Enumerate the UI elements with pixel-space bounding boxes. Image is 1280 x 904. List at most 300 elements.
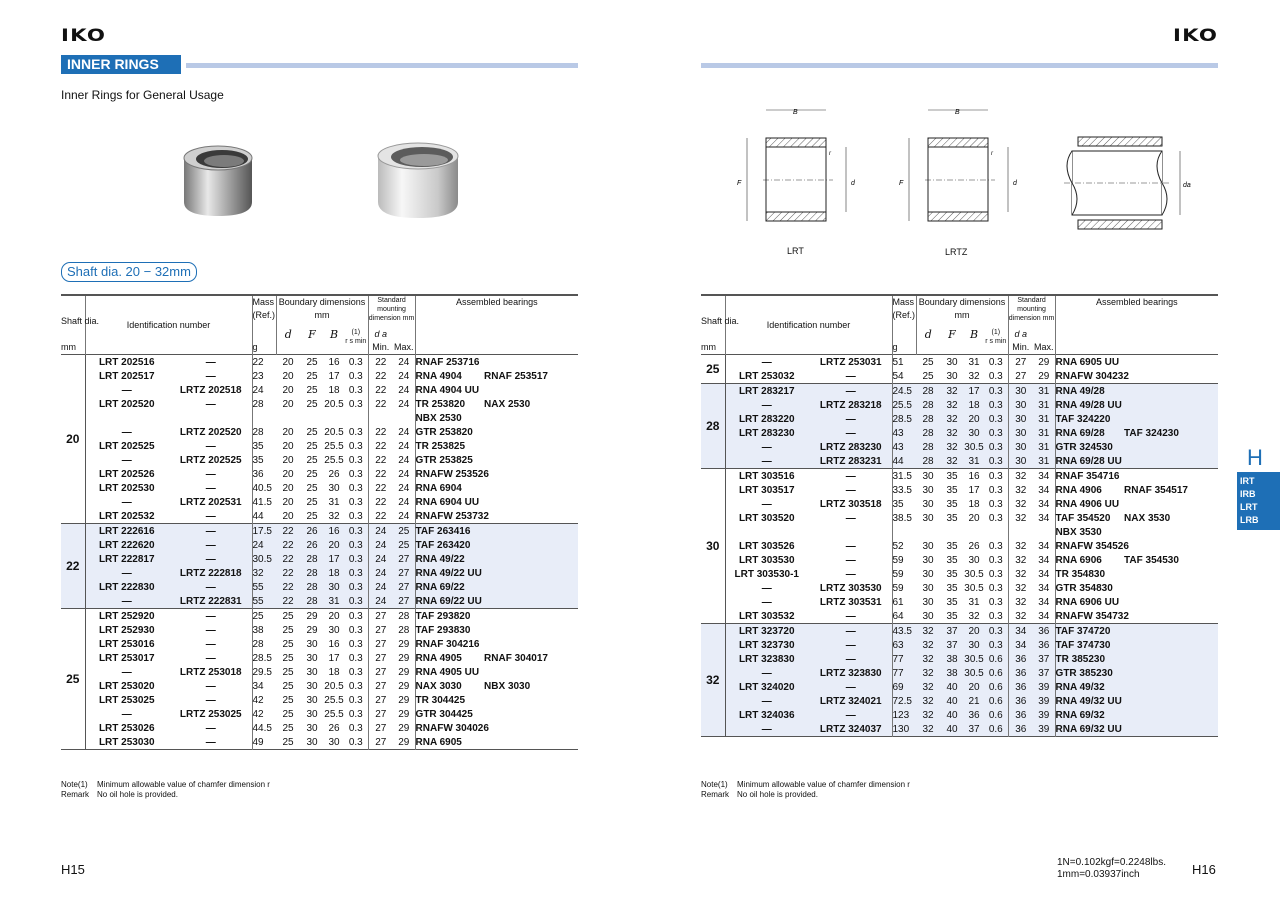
F: 35 <box>946 470 958 482</box>
da-max: 24 <box>393 509 415 524</box>
lrtz-caption: LRTZ <box>945 247 968 257</box>
lrtz-id: — <box>810 539 892 553</box>
mass: 49 <box>252 736 264 748</box>
assembled-1: GTR 324530 <box>1055 441 1113 453</box>
assembled-2 <box>1124 624 1218 639</box>
lrtz-id: — <box>170 580 252 594</box>
table-row <box>61 594 578 609</box>
assembled-1: RNA 6906 UU <box>1055 596 1120 608</box>
lrtz-id: — <box>170 481 252 495</box>
side-tab-item[interactable]: LRB <box>1240 515 1259 525</box>
assembled-2 <box>1124 638 1218 652</box>
da-max: 29 <box>393 637 415 651</box>
table-row <box>61 693 578 707</box>
B: 16 <box>328 525 340 537</box>
table-row <box>61 481 578 495</box>
da-max: 24 <box>393 495 415 509</box>
rs-min: 0.6 <box>984 722 1008 737</box>
table-row <box>61 637 578 651</box>
da-max: 39 <box>1033 680 1055 694</box>
assembled-2 <box>1124 525 1218 539</box>
mass: 28.5 <box>252 652 272 664</box>
table-row <box>701 609 1218 624</box>
mass: 41.5 <box>252 496 272 508</box>
F: 32 <box>946 399 958 411</box>
B: 20 <box>968 625 980 637</box>
assembled-2 <box>1124 680 1218 694</box>
lrt-id: LRT 283217 <box>738 385 795 397</box>
page-number-left: H15 <box>61 862 85 877</box>
assembled-2 <box>1124 708 1218 722</box>
mass: 23 <box>252 370 264 382</box>
assembled-1: RNA 49/32 UU <box>1055 695 1122 707</box>
assembled-1: TAF 374730 <box>1055 639 1111 651</box>
lrt-id: — <box>121 384 132 396</box>
bore-d: 30 <box>922 484 934 496</box>
da-max: 34 <box>1033 581 1055 595</box>
lrtz-id: LRTZ 324037 <box>810 722 892 737</box>
assembled-2: TAF 354530 <box>1124 554 1179 566</box>
col-d: d <box>276 328 300 355</box>
da-min: 27 <box>375 708 387 720</box>
rs-min: 0.3 <box>984 398 1008 412</box>
dim-d-label-z: d <box>1013 180 1017 187</box>
lrtz-id: — <box>170 467 252 481</box>
da-min: 36 <box>1015 681 1027 693</box>
col-standard: Standard mounting dimension mm <box>368 295 415 328</box>
F: 35 <box>946 484 958 496</box>
B: 31 <box>968 356 980 368</box>
table-row <box>701 680 1218 694</box>
mass: 59 <box>892 554 904 566</box>
assembled-2 <box>1124 539 1218 553</box>
da-max: 29 <box>393 721 415 735</box>
F: 30 <box>306 666 318 678</box>
right-page <box>640 0 1280 904</box>
rs-min: 0.3 <box>344 651 368 665</box>
lrt-id: — <box>761 596 772 608</box>
table-row <box>701 595 1218 609</box>
lrt-id <box>85 411 170 425</box>
remark-label-r: Remark <box>701 790 730 799</box>
lrtz-id: LRTZ 202531 <box>170 495 252 509</box>
F: 30 <box>306 638 318 650</box>
table-row <box>61 538 578 552</box>
assembled-2: TAF 324230 <box>1124 427 1179 439</box>
bore-d: 32 <box>922 695 934 707</box>
lrt-id: — <box>761 455 772 467</box>
lrtz-id: — <box>170 355 252 370</box>
table-row <box>61 552 578 566</box>
bore-d: 25 <box>282 680 294 692</box>
assembled-2 <box>484 411 578 425</box>
B: 16 <box>968 470 980 482</box>
table-row <box>61 651 578 665</box>
header-rule <box>186 63 578 68</box>
table-row <box>701 694 1218 708</box>
dim-r-label: r <box>829 151 831 157</box>
table-row <box>701 483 1218 497</box>
rs-min: 0.3 <box>344 707 368 721</box>
da-max: 31 <box>1033 440 1055 454</box>
assembled-2 <box>484 693 578 707</box>
table-row <box>61 495 578 509</box>
B: 20 <box>968 413 980 425</box>
rs-min: 0.3 <box>344 721 368 735</box>
lrt-id: LRT 222616 <box>98 525 155 537</box>
B: 30 <box>328 581 340 593</box>
da-max: 24 <box>393 355 415 370</box>
mass: 24.5 <box>892 385 912 397</box>
da-max: 24 <box>393 481 415 495</box>
rs-min: 0.3 <box>984 609 1008 624</box>
bore-d: 20 <box>282 468 294 480</box>
mass: 31.5 <box>892 470 912 482</box>
shaft-diameter: 22 <box>61 524 85 609</box>
rs-min: 0.6 <box>984 708 1008 722</box>
F: 25 <box>306 510 318 522</box>
table-row <box>61 355 578 370</box>
assembled-2: NAX 3530 <box>1124 512 1171 524</box>
lrtz-id: LRTZ 303531 <box>810 595 892 609</box>
mass: 35 <box>252 454 264 466</box>
da-max: 29 <box>393 693 415 707</box>
lrtz-id: LRTZ 283231 <box>810 454 892 469</box>
bore-d: 30 <box>922 596 934 608</box>
assembled-1: GTR 354830 <box>1055 582 1113 594</box>
da-min: 22 <box>375 384 387 396</box>
lrtz-id: — <box>170 735 252 750</box>
assembled-1: RNAFW 253526 <box>415 468 489 480</box>
bore-d: 32 <box>922 709 934 721</box>
B: 20 <box>328 539 340 551</box>
assembled-1: RNA 6906 <box>1055 554 1102 566</box>
B: 30.5 <box>964 582 984 594</box>
assembled-1: RNAFW 253732 <box>415 510 489 522</box>
da-min: 32 <box>1015 540 1027 552</box>
bore-d: 20 <box>282 440 294 452</box>
lrt-id: LRT 253026 <box>98 722 155 734</box>
rs-min: 0.3 <box>344 509 368 524</box>
B: 30 <box>968 639 980 651</box>
da-min: 24 <box>375 539 387 551</box>
table-row <box>701 412 1218 426</box>
B: 17 <box>968 385 980 397</box>
da-min: 22 <box>375 356 387 368</box>
lrtz-id: LRTZ 253025 <box>170 707 252 721</box>
mass: 28.5 <box>892 413 912 425</box>
dim-F-label: F <box>737 180 742 187</box>
table-row <box>701 440 1218 454</box>
B: 32 <box>968 610 980 622</box>
assembled-1: RNAFW 354732 <box>1055 610 1129 622</box>
B: 31 <box>328 496 340 508</box>
lrt-id: LRT 253017 <box>98 652 155 664</box>
F: 29 <box>306 624 318 636</box>
da-max: 34 <box>1033 567 1055 581</box>
da-min: 27 <box>375 610 387 622</box>
dim-B-label: B <box>793 109 798 116</box>
da-min: 32 <box>1015 498 1027 510</box>
assembled-1: GTR 304425 <box>415 708 473 720</box>
col-mass-unit: g <box>892 328 916 355</box>
table-row <box>61 679 578 693</box>
da-min: 27 <box>375 638 387 650</box>
assembled-1: RNA 4905 UU <box>415 666 480 678</box>
assembled-2 <box>484 495 578 509</box>
lrt-id: LRT 202525 <box>98 440 155 452</box>
bore-d: 20 <box>282 482 294 494</box>
da-max: 34 <box>1033 497 1055 511</box>
da-min: 27 <box>1015 356 1027 368</box>
da-min: 27 <box>375 736 387 748</box>
col-boundary: Boundary dimensions mm <box>916 295 1008 328</box>
da-min: 24 <box>375 553 387 565</box>
lrt-id: — <box>761 695 772 707</box>
B: 18 <box>328 384 340 396</box>
lrt-id: — <box>121 496 132 508</box>
B: 25.5 <box>324 694 344 706</box>
lrtz-id <box>810 525 892 539</box>
da-max: 31 <box>1033 384 1055 399</box>
note-label-r: Note(1) <box>701 780 728 789</box>
mass: 25.5 <box>892 399 912 411</box>
da-min: 24 <box>375 525 387 537</box>
side-tab-index[interactable] <box>1237 472 1280 530</box>
lrtz-id: — <box>810 412 892 426</box>
bore-d: 30 <box>922 554 934 566</box>
B <box>324 411 344 425</box>
da-max: 29 <box>1033 355 1055 370</box>
assembled-2 <box>484 538 578 552</box>
lrt-id: LRT 323730 <box>738 639 795 651</box>
lrt-id: — <box>761 441 772 453</box>
col-da-min: d a Min. <box>368 328 393 355</box>
da-min: 34 <box>1015 625 1027 637</box>
assembled-1: RNAFW 304232 <box>1055 370 1129 382</box>
assembled-1: NBX 2530 <box>415 412 462 424</box>
lrtz-id: LRTZ 323830 <box>810 666 892 680</box>
assembled-2 <box>1124 581 1218 595</box>
table-row <box>61 580 578 594</box>
rs-min: 0.3 <box>984 624 1008 639</box>
col-rs: (1) r s min <box>984 328 1008 355</box>
mass: 22 <box>252 356 264 368</box>
rs-min: 0.3 <box>344 369 368 383</box>
assembled-1: RNA 6905 <box>415 736 462 748</box>
lrt-id: LRT 202530 <box>98 482 155 494</box>
F: 25 <box>306 468 318 480</box>
rs-min: 0.3 <box>984 469 1008 484</box>
rs-min: 0.3 <box>984 440 1008 454</box>
lrt-id: LRT 252930 <box>98 624 155 636</box>
da-min: 32 <box>1015 470 1027 482</box>
B: 25.5 <box>324 440 344 452</box>
lrtz-id: — <box>810 369 892 384</box>
mass: 77 <box>892 653 904 665</box>
B: 18 <box>328 666 340 678</box>
B: 26 <box>328 468 340 480</box>
F: 32 <box>946 385 958 397</box>
mass: 24 <box>252 384 264 396</box>
assembled-2 <box>484 509 578 524</box>
lrt-id: LRT 253020 <box>98 680 155 692</box>
assembled-1: TR 253820 <box>415 398 466 410</box>
col-boundary: Boundary dimensions mm <box>276 295 368 328</box>
B: 31 <box>968 455 980 467</box>
bore-d: 20 <box>282 496 294 508</box>
table-row <box>61 467 578 481</box>
da-min: 22 <box>375 426 387 438</box>
F: 32 <box>946 413 958 425</box>
rs-min: 0.3 <box>984 454 1008 469</box>
remark-text: No oil hole is provided. <box>97 790 178 799</box>
bore-d: 28 <box>922 427 934 439</box>
mass: 52 <box>892 540 904 552</box>
rs-min: 0.3 <box>344 453 368 467</box>
B: 20.5 <box>324 680 344 692</box>
rs-min: 0.3 <box>344 481 368 495</box>
col-shaft: Shaft dia. mm <box>701 295 725 355</box>
da-max: 28 <box>393 609 415 624</box>
col-F: F <box>300 328 324 355</box>
F: 25 <box>306 440 318 452</box>
lrt-id: — <box>761 498 772 510</box>
B: 17 <box>328 553 340 565</box>
mass: 35 <box>892 498 904 510</box>
da-max: 34 <box>1033 609 1055 624</box>
mass: 55 <box>252 581 264 593</box>
section-title: INNER RINGS <box>61 55 181 74</box>
col-assembled: Assembled bearings <box>1055 295 1218 328</box>
rs-min: 0.3 <box>344 637 368 651</box>
assembled-1: RNA 69/22 <box>415 581 465 593</box>
lrtz-id: LRTZ 202520 <box>170 425 252 439</box>
assembled-1: RNA 4906 UU <box>1055 498 1120 510</box>
shaft-range-badge: Shaft dia. 20 − 32mm <box>61 262 197 282</box>
remark-label: Remark <box>61 790 90 799</box>
notes-right <box>701 780 910 800</box>
da-max: 24 <box>393 453 415 467</box>
lrt-id <box>725 525 810 539</box>
F: 29 <box>306 610 318 622</box>
assembled-1: RNA 4904 <box>415 370 462 382</box>
lrtz-id: LRTZ 253018 <box>170 665 252 679</box>
B: 20 <box>968 681 980 693</box>
bore-d: 20 <box>282 426 294 438</box>
assembled-2 <box>484 665 578 679</box>
assembled-1: RNAF 354716 <box>1055 470 1120 482</box>
F <box>940 525 964 539</box>
lrt-id: LRT 303532 <box>738 610 795 622</box>
F: 30 <box>946 370 958 382</box>
lrt-id: LRT 303530 <box>738 554 795 566</box>
table-row <box>61 524 578 539</box>
rs-min: 0.3 <box>344 552 368 566</box>
assembled-2 <box>484 594 578 609</box>
lrtz-id: LRTZ 202518 <box>170 383 252 397</box>
lrtz-id: — <box>170 679 252 693</box>
da-max: 24 <box>393 467 415 481</box>
mass: 43 <box>892 441 904 453</box>
side-tab-item[interactable]: LRT <box>1240 502 1258 512</box>
F: 25 <box>306 426 318 438</box>
B: 20.5 <box>324 398 344 410</box>
assembled-1: GTR 253820 <box>415 426 473 438</box>
da-min: 27 <box>1015 370 1027 382</box>
assembled-2 <box>484 524 578 539</box>
assembled-2 <box>484 383 578 397</box>
mass: 54 <box>892 370 904 382</box>
lrt-id: LRT 303517 <box>738 484 795 496</box>
rs-min: 0.3 <box>344 623 368 637</box>
B: 30.5 <box>964 667 984 679</box>
lrt-id: LRT 283220 <box>738 413 795 425</box>
lrt-id: — <box>121 595 132 607</box>
assembled-1: TR 304425 <box>415 694 466 706</box>
da-max: 39 <box>1033 708 1055 722</box>
F: 25 <box>306 496 318 508</box>
da-min: 30 <box>1015 441 1027 453</box>
table-row <box>701 722 1218 737</box>
bore-d: 32 <box>922 723 934 735</box>
lrtz-id: — <box>170 552 252 566</box>
mass: 35 <box>252 440 264 452</box>
bore-d: 20 <box>282 384 294 396</box>
lrtz-id: LRTZ 202525 <box>170 453 252 467</box>
rs-min: 0.6 <box>984 694 1008 708</box>
col-mass: Mass (Ref.) <box>892 295 916 328</box>
bore-d: 25 <box>922 356 934 368</box>
table-row <box>701 511 1218 525</box>
assembled-1: RNAF 253716 <box>415 356 480 368</box>
assembled-1: TR 354830 <box>1055 568 1106 580</box>
lrtz-id: — <box>810 469 892 484</box>
assembled-2 <box>484 467 578 481</box>
assembled-2 <box>1124 454 1218 469</box>
lrtz-id: — <box>170 439 252 453</box>
rs-min: 0.3 <box>984 426 1008 440</box>
mounting-drawing <box>1060 125 1192 230</box>
subtitle: Inner Rings for General Usage <box>61 88 224 102</box>
table-row <box>701 525 1218 539</box>
side-tab-item[interactable]: IRT <box>1240 476 1255 486</box>
da-max: 39 <box>1033 694 1055 708</box>
assembled-1: RNA 49/28 UU <box>1055 399 1122 411</box>
B: 16 <box>328 356 340 368</box>
F: 28 <box>306 567 318 579</box>
B: 31 <box>328 595 340 607</box>
assembled-2 <box>1124 609 1218 624</box>
table-row <box>701 666 1218 680</box>
bore-d: 22 <box>282 539 294 551</box>
dim-d-label: d <box>851 180 855 187</box>
table-row <box>61 397 578 411</box>
assembled-2 <box>1124 722 1218 737</box>
side-tab-item[interactable]: IRB <box>1240 489 1256 499</box>
F: 30 <box>306 652 318 664</box>
lrtz-id: — <box>810 708 892 722</box>
mass: 33.5 <box>892 484 912 496</box>
lrtz-ring-photo <box>370 138 466 222</box>
assembled-2: RNAF 354517 <box>1124 484 1188 496</box>
da-min: 24 <box>375 581 387 593</box>
assembled-2 <box>1124 469 1218 484</box>
rs-min: 0.3 <box>344 735 368 750</box>
F: 37 <box>946 625 958 637</box>
B: 26 <box>968 540 980 552</box>
header-rule-right <box>701 63 1218 68</box>
